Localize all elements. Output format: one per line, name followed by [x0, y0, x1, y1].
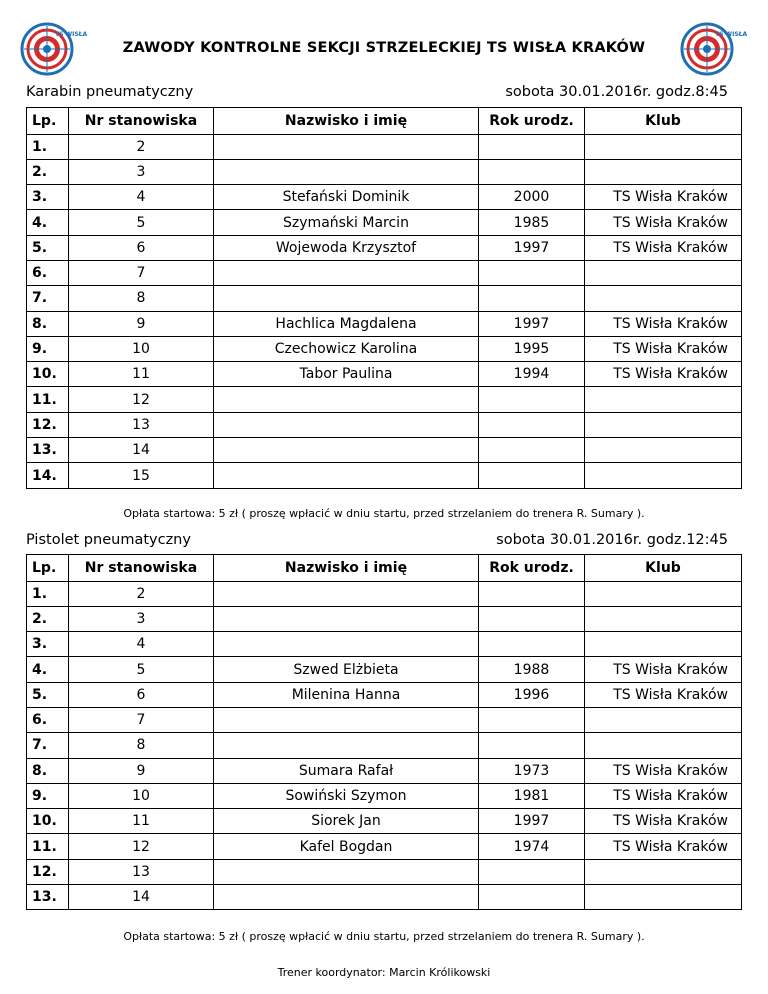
cell-name	[214, 412, 479, 437]
cell-year	[479, 387, 585, 412]
cell-club	[585, 412, 742, 437]
cell-club: TS Wisła Kraków	[585, 834, 742, 859]
table-row	[27, 733, 742, 758]
cell-club: TS Wisła Kraków	[585, 758, 742, 783]
cell-year: 1997	[479, 311, 585, 336]
table-row	[27, 885, 742, 910]
cell-year	[479, 286, 585, 311]
table-row	[27, 581, 742, 606]
table-row	[27, 362, 742, 387]
cell-lp: 2.	[27, 606, 69, 631]
cell-name	[214, 733, 479, 758]
rifle-event-datetime: sobota 30.01.2016r. godz.8:45	[505, 84, 728, 100]
table-row	[27, 657, 742, 682]
cell-name: Tabor Paulina	[214, 362, 479, 387]
cell-lp: 7.	[27, 733, 69, 758]
cell-year: 1994	[479, 362, 585, 387]
cell-station: 5	[69, 657, 214, 682]
cell-station: 9	[69, 758, 214, 783]
cell-lp: 9.	[27, 336, 69, 361]
cell-club: TS Wisła Kraków	[585, 682, 742, 707]
cell-year	[479, 859, 585, 884]
table-row	[27, 159, 742, 184]
cell-name	[214, 286, 479, 311]
cell-lp: 14.	[27, 463, 69, 488]
cell-year: 1974	[479, 834, 585, 859]
cell-lp: 1.	[27, 581, 69, 606]
column-header-year: Rok urodz.	[479, 555, 585, 582]
cell-station: 3	[69, 606, 214, 631]
cell-year: 1996	[479, 682, 585, 707]
table-row	[27, 834, 742, 859]
table-header-row	[27, 108, 742, 135]
cell-station: 6	[69, 682, 214, 707]
cell-station: 10	[69, 336, 214, 361]
cell-club: TS Wisła Kraków	[585, 657, 742, 682]
cell-station: 6	[69, 235, 214, 260]
column-header-lp: Lp.	[27, 555, 69, 582]
cell-name	[214, 885, 479, 910]
cell-station: 14	[69, 438, 214, 463]
cell-name: Sowiński Szymon	[214, 783, 479, 808]
table-row	[27, 412, 742, 437]
cell-station: 5	[69, 210, 214, 235]
cell-name: Czechowicz Karolina	[214, 336, 479, 361]
cell-club	[585, 387, 742, 412]
cell-year	[479, 260, 585, 285]
cell-club: TS Wisła Kraków	[585, 185, 742, 210]
column-header-name: Nazwisko i imię	[214, 108, 479, 135]
cell-year: 1981	[479, 783, 585, 808]
cell-name	[214, 387, 479, 412]
cell-station: 9	[69, 311, 214, 336]
cell-lp: 6.	[27, 260, 69, 285]
table-row	[27, 387, 742, 412]
rifle-event-name: Karabin pneumatyczny	[26, 84, 194, 100]
rifle-start-list-table	[26, 107, 742, 489]
column-header-name: Nazwisko i imię	[214, 555, 479, 582]
cell-station: 12	[69, 387, 214, 412]
table-row	[27, 632, 742, 657]
cell-name	[214, 606, 479, 631]
table-row	[27, 286, 742, 311]
cell-club	[585, 581, 742, 606]
cell-lp: 3.	[27, 632, 69, 657]
cell-year: 1985	[479, 210, 585, 235]
column-header-station: Nr stanowiska	[69, 555, 214, 582]
cell-station: 8	[69, 286, 214, 311]
cell-lp: 13.	[27, 438, 69, 463]
cell-club	[585, 438, 742, 463]
cell-year	[479, 581, 585, 606]
table-header-row	[27, 555, 742, 582]
table-row	[27, 606, 742, 631]
cell-lp: 6.	[27, 707, 69, 732]
cell-club: TS Wisła Kraków	[585, 235, 742, 260]
column-header-club: Klub	[585, 108, 742, 135]
table-row	[27, 707, 742, 732]
cell-lp: 5.	[27, 235, 69, 260]
column-header-year: Rok urodz.	[479, 108, 585, 135]
cell-year: 1995	[479, 336, 585, 361]
cell-club: TS Wisła Kraków	[585, 210, 742, 235]
cell-name: Wojewoda Krzysztof	[214, 235, 479, 260]
cell-name	[214, 859, 479, 884]
cell-year	[479, 159, 585, 184]
cell-club: TS Wisła Kraków	[585, 362, 742, 387]
cell-lp: 13.	[27, 885, 69, 910]
cell-lp: 4.	[27, 657, 69, 682]
cell-club	[585, 463, 742, 488]
coordinator-note: Trener koordynator: Marcin Królikowski	[277, 966, 491, 979]
cell-club	[585, 733, 742, 758]
cell-lp: 5.	[27, 682, 69, 707]
cell-year	[479, 412, 585, 437]
cell-name	[214, 463, 479, 488]
cell-lp: 8.	[27, 758, 69, 783]
table-row	[27, 758, 742, 783]
cell-year	[479, 438, 585, 463]
cell-name: Szymański Marcin	[214, 210, 479, 235]
cell-name	[214, 438, 479, 463]
page-title: ZAWODY KONTROLNE SEKCJI STRZELECKIEJ TS WISŁA KRAKÓW	[122, 40, 646, 56]
column-header-lp: Lp.	[27, 108, 69, 135]
table-row	[27, 682, 742, 707]
cell-year	[479, 463, 585, 488]
cell-club	[585, 707, 742, 732]
cell-lp: 2.	[27, 159, 69, 184]
cell-station: 13	[69, 859, 214, 884]
cell-station: 15	[69, 463, 214, 488]
cell-name: Siorek Jan	[214, 809, 479, 834]
pistol-event-datetime: sobota 30.01.2016r. godz.12:45	[496, 532, 728, 548]
table-row	[27, 134, 742, 159]
pistol-start-list-table	[26, 554, 742, 910]
cell-lp: 12.	[27, 412, 69, 437]
cell-club	[585, 606, 742, 631]
cell-club	[585, 286, 742, 311]
cell-year: 1997	[479, 809, 585, 834]
cell-station: 3	[69, 159, 214, 184]
cell-lp: 9.	[27, 783, 69, 808]
cell-club: TS Wisła Kraków	[585, 336, 742, 361]
svg-text:TS WISŁA: TS WISŁA	[715, 31, 748, 38]
cell-club	[585, 885, 742, 910]
cell-station: 13	[69, 412, 214, 437]
column-header-station: Nr stanowiska	[69, 108, 214, 135]
cell-club: TS Wisła Kraków	[585, 311, 742, 336]
cell-name: Hachlica Magdalena	[214, 311, 479, 336]
cell-year	[479, 606, 585, 631]
cell-lp: 11.	[27, 387, 69, 412]
cell-club	[585, 159, 742, 184]
cell-year: 2000	[479, 185, 585, 210]
cell-station: 7	[69, 707, 214, 732]
cell-station: 11	[69, 362, 214, 387]
cell-club	[585, 859, 742, 884]
column-header-club: Klub	[585, 555, 742, 582]
table-row	[27, 809, 742, 834]
svg-text:TS WISŁA: TS WISŁA	[55, 31, 88, 38]
cell-year	[479, 632, 585, 657]
cell-club: TS Wisła Kraków	[585, 783, 742, 808]
cell-station: 2	[69, 581, 214, 606]
cell-station: 2	[69, 134, 214, 159]
cell-lp: 3.	[27, 185, 69, 210]
cell-station: 10	[69, 783, 214, 808]
table-row	[27, 311, 742, 336]
cell-year	[479, 134, 585, 159]
cell-lp: 11.	[27, 834, 69, 859]
table-row	[27, 336, 742, 361]
table-row	[27, 210, 742, 235]
table-row	[27, 260, 742, 285]
club-logo-right	[680, 22, 748, 76]
cell-year: 1997	[479, 235, 585, 260]
table-row	[27, 185, 742, 210]
cell-station: 7	[69, 260, 214, 285]
pistol-event-name: Pistolet pneumatyczny	[26, 532, 191, 548]
cell-name: Szwed Elżbieta	[214, 657, 479, 682]
cell-name: Stefański Dominik	[214, 185, 479, 210]
cell-lp: 4.	[27, 210, 69, 235]
table-row	[27, 463, 742, 488]
cell-name	[214, 707, 479, 732]
cell-club	[585, 260, 742, 285]
cell-name: Milenina Hanna	[214, 682, 479, 707]
cell-name: Kafel Bogdan	[214, 834, 479, 859]
table-row	[27, 783, 742, 808]
table-row	[27, 235, 742, 260]
cell-station: 12	[69, 834, 214, 859]
cell-lp: 1.	[27, 134, 69, 159]
cell-club	[585, 632, 742, 657]
cell-lp: 7.	[27, 286, 69, 311]
cell-lp: 8.	[27, 311, 69, 336]
table-row	[27, 438, 742, 463]
cell-lp: 10.	[27, 809, 69, 834]
cell-name	[214, 159, 479, 184]
cell-station: 14	[69, 885, 214, 910]
cell-station: 4	[69, 185, 214, 210]
pistol-fee-note: Opłata startowa: 5 zł ( proszę wpłacić w dniu startu, przed strzelaniem do trenera R. Sumary ).	[123, 930, 645, 943]
cell-lp: 12.	[27, 859, 69, 884]
cell-year	[479, 885, 585, 910]
cell-station: 4	[69, 632, 214, 657]
cell-lp: 10.	[27, 362, 69, 387]
cell-name	[214, 260, 479, 285]
rifle-fee-note: Opłata startowa: 5 zł ( proszę wpłacić w dniu startu, przed strzelaniem do trenera R. Sumary ).	[123, 507, 645, 520]
cell-name: Sumara Rafał	[214, 758, 479, 783]
cell-name	[214, 632, 479, 657]
cell-station: 11	[69, 809, 214, 834]
cell-name	[214, 581, 479, 606]
cell-club: TS Wisła Kraków	[585, 809, 742, 834]
club-logo-left	[20, 22, 88, 76]
cell-year	[479, 707, 585, 732]
cell-club	[585, 134, 742, 159]
cell-year: 1973	[479, 758, 585, 783]
table-row	[27, 859, 742, 884]
cell-name	[214, 134, 479, 159]
cell-station: 8	[69, 733, 214, 758]
cell-year	[479, 733, 585, 758]
cell-year: 1988	[479, 657, 585, 682]
